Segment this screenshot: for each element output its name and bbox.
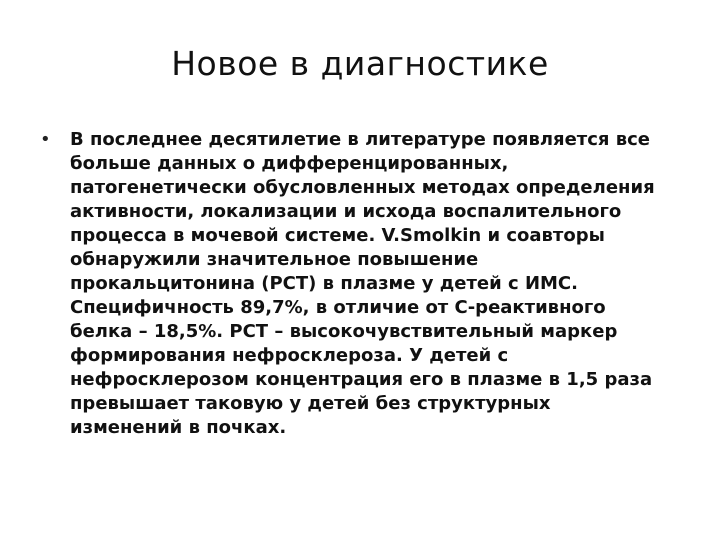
bullet-item: [40, 128, 690, 440]
slide-title: Новое в диагностике: [171, 44, 549, 83]
bullet-icon: •: [40, 129, 51, 150]
bullet-text: В последнее десятилетие в литературе появляется все больше данных о дифференцированных, патогенетически обусловленных методах определения активности, локализации и исхода воспалительного процесса в мочевой системе. V.Smolkin и соавторы обнаружили значительное повышение прокальцитонина (PCT) в плазме у детей с ИМС. Специфичность 89,7%, в отличие от С-реактивного белка – 18,5%. PCT – высокочувствительный маркер формирования нефросклероза. У детей с нефросклерозом концентрация его в плазме в 1,5 раза превышает таковую у детей без структурных изменений в почках.: [70, 129, 655, 438]
bullet-list: [40, 128, 690, 440]
